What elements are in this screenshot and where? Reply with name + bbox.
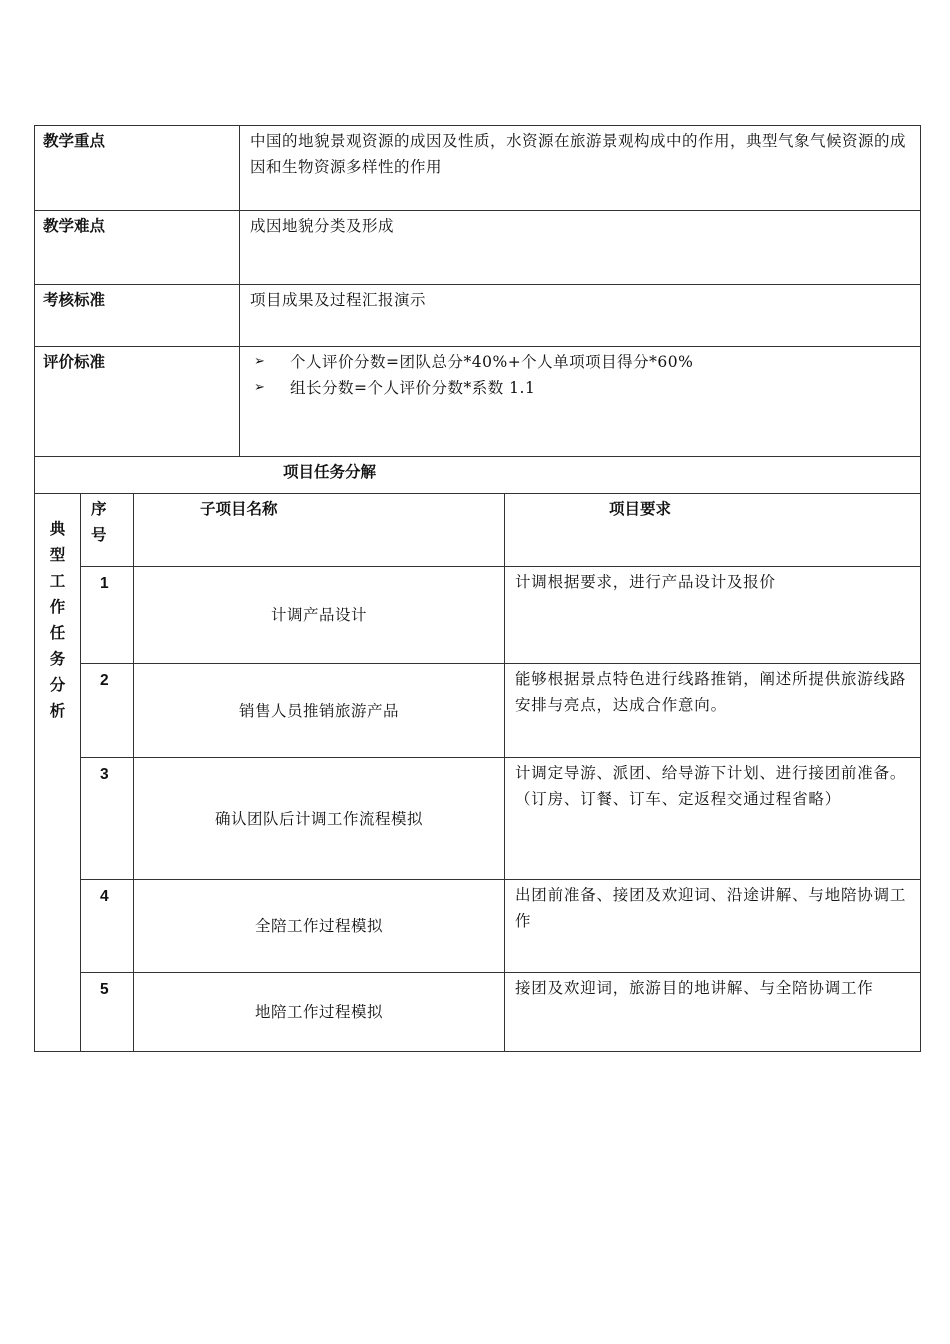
arrow-bullet-icon: ➢ xyxy=(254,380,266,395)
side-label-char: 型 xyxy=(49,546,66,564)
project-requirement: 接团及欢迎词，旅游目的地讲解、与全陪协调工作 xyxy=(505,973,921,1052)
side-label-char: 任 xyxy=(49,624,66,642)
subproject-name: 计调产品设计 xyxy=(134,567,505,664)
side-label-char: 务 xyxy=(49,650,66,668)
header-seq-number xyxy=(81,494,134,567)
section-title-text: 项目任务分解 xyxy=(283,463,377,481)
label-teaching-focus: 教学重点 xyxy=(35,126,240,211)
side-label-char: 分 xyxy=(49,676,66,694)
row-number: 2 xyxy=(81,664,134,758)
side-label-char: 工 xyxy=(49,572,66,590)
table-row xyxy=(35,567,921,664)
evaluation-bullet-text: 组长分数=个人评价分数*系数 1.1 xyxy=(290,379,536,397)
row-number: 5 xyxy=(81,973,134,1052)
label-teaching-difficulty: 教学难点 xyxy=(35,211,240,285)
evaluation-bullet-1 xyxy=(250,349,910,375)
subproject-name: 确认团队后计调工作流程模拟 xyxy=(134,758,505,880)
value-teaching-focus: 中国的地貌景观资源的成因及性质，水资源在旅游景观构成中的作用，典型气象气候资源的成因和生物资源多样性的作用 xyxy=(240,126,921,211)
evaluation-bullet-2 xyxy=(250,375,910,401)
row-number: 4 xyxy=(81,880,134,973)
subproject-name: 销售人员推销旅游产品 xyxy=(134,664,505,758)
table-row xyxy=(35,758,921,880)
table-row xyxy=(35,664,921,758)
row-task-header xyxy=(35,494,921,567)
value-assessment-standard: 项目成果及过程汇报演示 xyxy=(240,285,921,347)
side-label-typical-task-analysis xyxy=(35,494,81,1052)
teaching-plan-table xyxy=(34,125,921,1052)
row-assessment-standard xyxy=(35,285,921,347)
project-requirement: 出团前准备、接团及欢迎词、沿途讲解、与地陪协调工作 xyxy=(505,880,921,973)
side-label-char: 典 xyxy=(49,520,66,538)
header-seq-number-text: 序号 xyxy=(91,500,107,544)
row-evaluation-standard xyxy=(35,347,921,457)
header-subproject-name-text: 子项目名称 xyxy=(200,500,278,518)
value-teaching-difficulty: 成因地貌分类及形成 xyxy=(240,211,921,285)
table-row xyxy=(35,880,921,973)
label-assessment-standard: 考核标准 xyxy=(35,285,240,347)
row-decomposition-title xyxy=(35,457,921,494)
row-teaching-difficulty xyxy=(35,211,921,285)
side-label-char: 作 xyxy=(49,598,66,616)
arrow-bullet-icon: ➢ xyxy=(254,354,266,369)
project-requirement: 能够根据景点特色进行线路推销，阐述所提供旅游线路安排与亮点，达成合作意向。 xyxy=(505,664,921,758)
header-project-requirement xyxy=(505,494,921,567)
label-evaluation-standard: 评价标准 xyxy=(35,347,240,457)
table-row xyxy=(35,973,921,1052)
value-evaluation-standard xyxy=(240,347,921,457)
row-number: 1 xyxy=(81,567,134,664)
header-subproject-name xyxy=(134,494,505,567)
subproject-name: 全陪工作过程模拟 xyxy=(134,880,505,973)
row-teaching-focus xyxy=(35,126,921,211)
project-requirement: 计调定导游、派团、给导游下计划、进行接团前准备。（订房、订餐、订车、定返程交通过程省略） xyxy=(505,758,921,880)
row-number: 3 xyxy=(81,758,134,880)
section-title xyxy=(35,457,921,494)
project-requirement: 计调根据要求，进行产品设计及报价 xyxy=(505,567,921,664)
side-label-char: 析 xyxy=(49,702,66,720)
header-project-requirement-text: 项目要求 xyxy=(609,500,672,518)
evaluation-bullet-text: 个人评价分数=团队总分*40%+个人单项项目得分*60% xyxy=(290,353,694,371)
subproject-name: 地陪工作过程模拟 xyxy=(134,973,505,1052)
